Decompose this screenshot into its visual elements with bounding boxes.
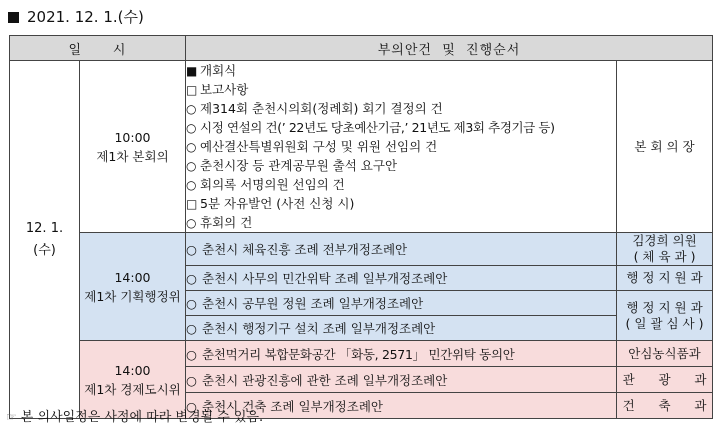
responsible-cell: 관 광 과 xyxy=(617,367,713,393)
list-item: ○ 시정 연설의 건(’ 22년도 당초예산기금,’ 21년도 제3회 추경기금 등) xyxy=(186,118,616,137)
responsible-cell: 행 정 지 원 과 xyxy=(617,266,713,291)
circle-icon: ○ xyxy=(186,271,197,286)
session-time: 14:00 xyxy=(114,362,151,378)
session-time: 14:00 xyxy=(114,269,151,285)
list-item: ○ 제314회 춘천시의회(정례회) 회기 결정의 건 xyxy=(186,99,616,118)
responsible-cell: 안심농식품과 xyxy=(617,341,713,367)
circle-icon: ○ xyxy=(186,398,197,414)
circle-icon: ○ xyxy=(186,216,197,230)
table-row xyxy=(10,233,713,266)
header-items: 부의안건 및 진행순서 xyxy=(186,36,713,61)
circle-icon: ○ xyxy=(186,102,197,116)
pointing-hand-icon: ☞ xyxy=(6,410,17,424)
responsible-cell: 건 축 과 xyxy=(617,393,713,419)
list-item: ○ 예산결산특별위원회 구성 및 위원 선임의 건 xyxy=(186,137,616,156)
responsible-cell: 행 정 지 원 과 ( 일 괄 심 사 ) xyxy=(617,291,713,341)
list-item: □ 5분 자유발언 (사전 신청 시) xyxy=(186,194,616,213)
circle-icon: ○ xyxy=(186,159,197,173)
header-date: 일 시 xyxy=(10,36,186,61)
table-header-row xyxy=(10,36,713,61)
session-plenary xyxy=(80,61,186,233)
circle-icon: ○ xyxy=(186,346,197,362)
session-name: 제1차 기획행정위 xyxy=(84,288,181,304)
list-item: ○ 회의록 서명의원 선임의 건 xyxy=(186,175,616,194)
session-name: 제1차 본회의 xyxy=(96,148,169,164)
agenda-item: ○ 춘천먹거리 복합문화공간 「화동, 2571」 민간위탁 동의안 xyxy=(186,341,617,367)
session-planning xyxy=(80,233,186,341)
schedule-table xyxy=(9,35,713,419)
schedule-heading xyxy=(8,6,144,28)
agenda-item: ○ 춘천시 행정기구 설치 조례 일부개정조례안 xyxy=(186,316,617,341)
agenda-item: ○ 춘천시 공무원 정원 조례 일부개정조례안 xyxy=(186,291,617,316)
circle-icon: ○ xyxy=(186,178,197,192)
plenary-agenda-list xyxy=(186,61,617,233)
empty-square-icon: □ xyxy=(186,83,198,97)
circle-icon: ○ xyxy=(186,321,197,336)
agenda-item: ○ 춘천시 관광진흥에 관한 조례 일부개정조례안 xyxy=(186,367,617,393)
list-item: ○ 춘천시장 등 관계공무원 출석 요구안 xyxy=(186,156,616,175)
schedule-note xyxy=(6,407,263,427)
list-item: □ 보고사항 xyxy=(186,80,616,99)
circle-icon: ○ xyxy=(186,140,197,154)
circle-icon: ○ xyxy=(186,242,197,257)
agenda-item: ○ 춘천시 건축 조례 일부개정조례안 xyxy=(186,393,617,419)
note-text: 본 의사일정은 사정에 따라 변경될 수 있음. xyxy=(20,410,264,425)
empty-square-icon: □ xyxy=(186,197,198,211)
circle-icon: ○ xyxy=(186,121,197,135)
agenda-item: ○ 춘천시 사무의 민간위탁 조례 일부개정조례안 xyxy=(186,266,617,291)
date-cell xyxy=(10,61,80,419)
square-bullet-icon xyxy=(8,12,19,23)
plenary-responsible: 본 회 의 장 xyxy=(617,61,713,233)
responsible-cell: 김경희 의원 ( 체 육 과 ) xyxy=(617,233,713,266)
session-time: 10:00 xyxy=(114,129,151,145)
session-name: 제1차 경제도시위 xyxy=(84,381,181,397)
table-row xyxy=(10,61,713,233)
date-line1: 12. 1. xyxy=(25,220,64,236)
list-item: ○ 휴회의 건 xyxy=(186,213,616,232)
circle-icon: ○ xyxy=(186,296,197,311)
heading-date: 2021. 12. 1.(수) xyxy=(27,8,144,26)
agenda-item: ○ 춘천시 체육진흥 조례 전부개정조례안 xyxy=(186,233,617,266)
table-row xyxy=(10,341,713,367)
list-item: ■ 개회식 xyxy=(186,61,616,80)
date-line2: (수) xyxy=(33,242,56,258)
filled-square-icon: ■ xyxy=(186,64,198,78)
circle-icon: ○ xyxy=(186,372,197,388)
